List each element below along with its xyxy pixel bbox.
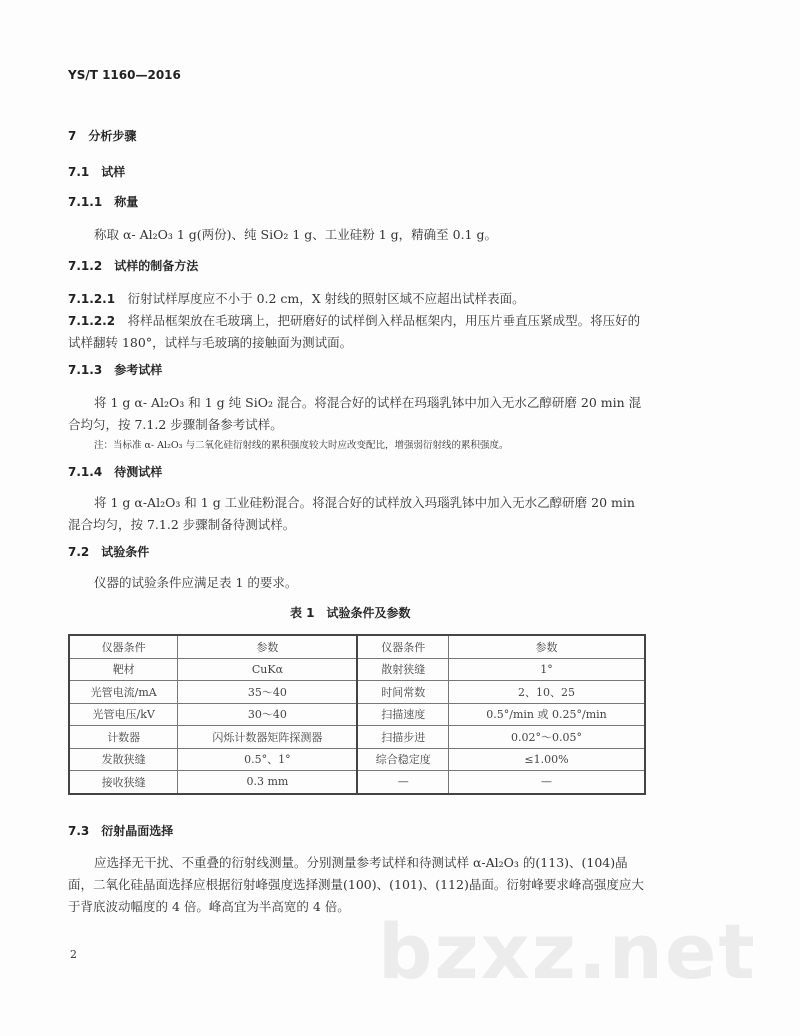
section-7	[68, 127, 136, 144]
paragraph-7-3-cont: 面，二氧化硅晶面选择应根据衍射峰强度选择测量(100)、(101)、(112)晶面。衍射峰要求峰高强度应大	[68, 877, 644, 892]
section-number: 7.1.1	[68, 195, 103, 209]
section-7-1-3	[68, 361, 162, 378]
header-cell: 仪器条件	[357, 635, 448, 658]
table-cell: 30～40	[178, 703, 358, 726]
section-number: 7.3	[68, 824, 90, 838]
paragraph-7-2: 仪器的试验条件应满足表 1 的要求。	[94, 575, 298, 590]
section-7-2	[68, 543, 149, 560]
clause-number: 7.1.2.1	[68, 292, 116, 306]
table-cell: 光管电流/mA	[69, 681, 178, 704]
section-7-1-2	[68, 257, 198, 274]
section-7-1-4	[68, 463, 162, 480]
table-cell: 时间常数	[357, 681, 448, 704]
section-title: 分析步骤	[88, 129, 137, 143]
paragraph-7-3: 应选择无干扰、不重叠的衍射线测量。分别测量参考试样和待测试样 α-Al₂O₃ 的(113)、(104)晶	[94, 855, 628, 870]
table-cell: 0.5°、1°	[178, 748, 358, 771]
section-title: 试验条件	[101, 545, 150, 559]
table-cell: —	[357, 771, 448, 794]
section-title: 称量	[114, 195, 139, 209]
table-cell: 扫描速度	[357, 703, 448, 726]
table-cell: 35～40	[178, 681, 358, 704]
table-cell: 接收狭缝	[69, 771, 178, 794]
section-title: 试样的制备方法	[114, 259, 199, 273]
table-cell: 闪烁计数器矩阵探测器	[178, 726, 358, 749]
paragraph-7-1-1: 称取 α- Al₂O₃ 1 g(两份)、纯 SiO₂ 1 g、工业硅粉 1 g，精确至 0.1 g。	[94, 227, 497, 242]
table-cell: 综合稳定度	[357, 748, 448, 771]
table-cell: 0.3 mm	[178, 771, 358, 794]
paragraph-7-1-2-2	[68, 311, 640, 329]
table-cell: 0.02°～0.05°	[449, 726, 646, 749]
section-title: 试样	[101, 165, 126, 179]
table-cell: CuKα	[178, 658, 358, 681]
paragraph-7-1-4-cont: 混合均匀，按 7.1.2 步骤制备待测试样。	[68, 517, 296, 532]
section-title: 参考试样	[114, 363, 163, 377]
table-cell: 1°	[449, 658, 646, 681]
table-row	[69, 681, 645, 704]
table-cell: ≤1.00%	[449, 748, 646, 771]
paragraph-7-1-2-2-cont: 试样翻转 180°，试样与毛玻璃的接触面为测试面。	[68, 335, 353, 350]
section-number: 7.1.4	[68, 465, 103, 479]
conditions-table	[68, 634, 646, 795]
standard-code: YS/T 1160—2016	[68, 68, 181, 82]
clause-text: 衍射试样厚度应不小于 0.2 cm，X 射线的照射区域不应超出试样表面。	[127, 291, 525, 306]
section-7-1-1	[68, 193, 138, 210]
paragraph-7-3-cont2: 于背底波动幅度的 4 倍。峰高宜为半高宽的 4 倍。	[68, 899, 350, 914]
section-number: 7.2	[68, 545, 90, 559]
section-number: 7.1.2	[68, 259, 103, 273]
clause-text: 将样品框架放在毛玻璃上，把研磨好的试样倒入样品框架内，用压片垂直压紧成型。将压好的	[127, 313, 641, 328]
table-row	[69, 726, 645, 749]
table-cell: —	[449, 771, 646, 794]
watermark: bzxz.net	[378, 907, 757, 996]
table-cell: 2、10、25	[449, 681, 646, 704]
paragraph-7-1-3: 将 1 g α- Al₂O₃ 和 1 g 纯 SiO₂ 混合。将混合好的试样在玛瑙乳钵中加入无水乙醇研磨 20 min 混	[94, 395, 642, 410]
section-number: 7.1.3	[68, 363, 103, 377]
header-cell: 参数	[178, 635, 358, 658]
paragraph-7-1-4: 将 1 g α-Al₂O₃ 和 1 g 工业硅粉混合。将混合好的试样放入玛瑙乳钵中加入无水乙醇研磨 20 min	[94, 495, 635, 510]
section-number: 7	[68, 129, 77, 143]
table-cell: 计数器	[69, 726, 178, 749]
table-cell: 0.5°/min 或 0.25°/min	[449, 703, 646, 726]
clause-number: 7.1.2.2	[68, 314, 116, 328]
section-number: 7.1	[68, 165, 90, 179]
header-cell: 参数	[449, 635, 646, 658]
table-row	[69, 703, 645, 726]
page-number: 2	[70, 948, 77, 961]
section-title: 待测试样	[114, 465, 163, 479]
note: 注：当标准 α- Al₂O₃ 与二氧化硅衍射线的累积强度较大时应改变配比，增强弱衍射线的累积强度。	[94, 440, 509, 451]
table-row	[69, 748, 645, 771]
section-title: 衍射晶面选择	[101, 824, 174, 838]
table-header-row	[69, 635, 645, 658]
table-cell: 靶材	[69, 658, 178, 681]
section-7-1	[68, 163, 125, 180]
paragraph-7-1-2-1	[68, 289, 525, 307]
table-cell: 光管电压/kV	[69, 703, 178, 726]
table-cell: 扫描步进	[357, 726, 448, 749]
section-7-3	[68, 822, 173, 839]
table-cell: 散射狭缝	[357, 658, 448, 681]
table-title: 表 1 试验条件及参数	[290, 606, 411, 620]
header-cell: 仪器条件	[69, 635, 178, 658]
table-row	[69, 658, 645, 681]
paragraph-7-1-3-cont: 合均匀，按 7.1.2 步骤制备参考试样。	[68, 417, 283, 432]
table-row	[69, 771, 645, 794]
table-cell: 发散狭缝	[69, 748, 178, 771]
